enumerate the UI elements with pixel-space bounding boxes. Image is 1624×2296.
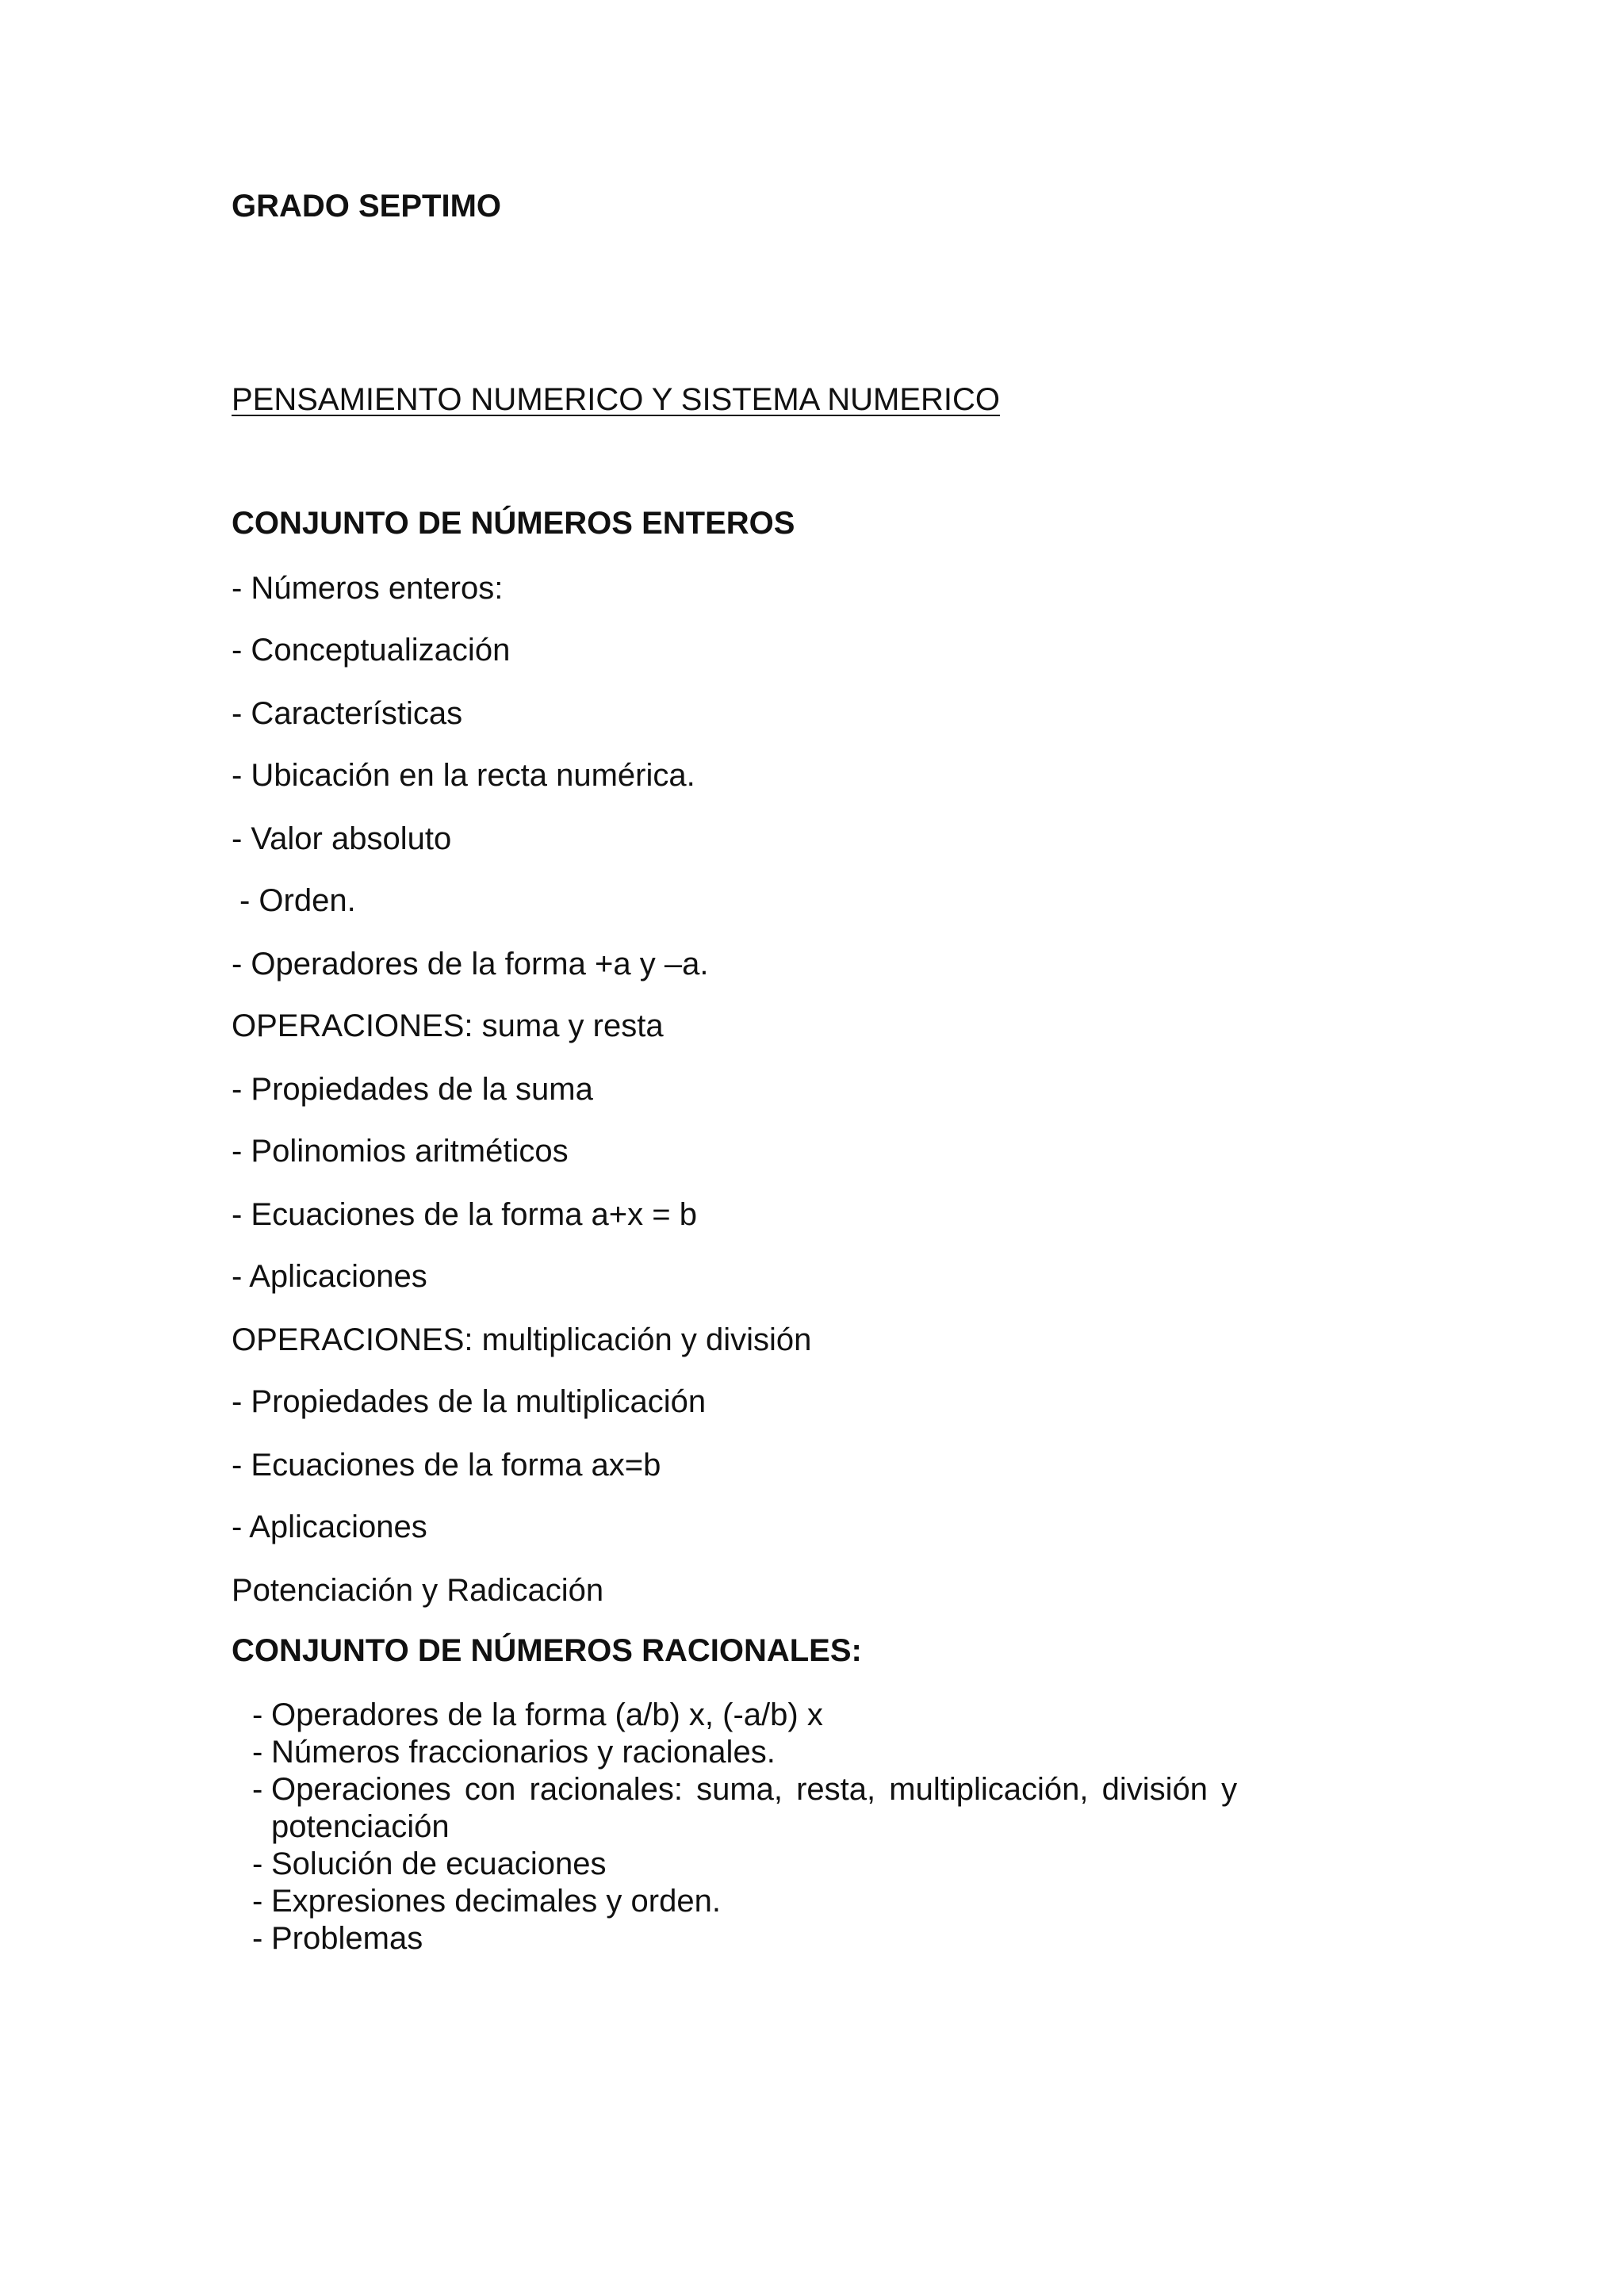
enteros-item: - Orden. <box>239 883 356 918</box>
enteros-item: - Valor absoluto <box>232 821 452 856</box>
enteros-item: - Aplicaciones <box>232 1510 427 1544</box>
racionales-heading: CONJUNTO DE NÚMEROS RACIONALES: <box>232 1633 862 1668</box>
potenciacion-radicacion: Potenciación y Radicación <box>232 1573 604 1608</box>
list-item <box>252 1697 1381 1734</box>
enteros-item: - Polinomios aritméticos <box>232 1134 569 1169</box>
section-title: PENSAMIENTO NUMERICO Y SISTEMA NUMERICO <box>232 382 1001 417</box>
enteros-item: - Propiedades de la multiplicación <box>232 1384 707 1419</box>
racionales-list <box>252 1697 1381 1957</box>
grade-title: GRADO SEPTIMO <box>232 189 502 224</box>
list-item <box>252 1771 1381 1846</box>
bullet-dash: - <box>252 1772 263 1807</box>
enteros-item: - Características <box>232 696 463 731</box>
bullet-dash: - <box>252 1921 263 1956</box>
list-item <box>252 1846 1381 1883</box>
bullet-dash: - <box>252 1735 263 1770</box>
enteros-item: - Propiedades de la suma <box>232 1072 593 1107</box>
operaciones-suma-resta: OPERACIONES: suma y resta <box>232 1008 664 1043</box>
list-item <box>252 1920 1381 1957</box>
list-item <box>252 1734 1381 1771</box>
enteros-item: - Aplicaciones <box>232 1259 427 1294</box>
list-item-text: Solución de ecuaciones <box>271 1846 607 1881</box>
list-item-text: Expresiones decimales y orden. <box>271 1884 721 1919</box>
operaciones-mult-div: OPERACIONES: multiplicación y división <box>232 1322 812 1357</box>
list-item-text: Operaciones con racionales: suma, resta, multiplicación, división y potenciación <box>271 1772 1238 1844</box>
bullet-dash: - <box>252 1697 263 1732</box>
enteros-item: - Ecuaciones de la forma a+x = b <box>232 1197 697 1232</box>
bullet-dash: - <box>252 1846 263 1881</box>
list-item <box>252 1883 1381 1920</box>
enteros-item: - Ecuaciones de la forma ax=b <box>232 1448 661 1483</box>
enteros-item: - Ubicación en la recta numérica. <box>232 758 695 793</box>
list-item-text: Números fraccionarios y racionales. <box>271 1735 776 1770</box>
list-item-text: Operadores de la forma (a/b) x, (-a/b) x <box>271 1697 823 1732</box>
enteros-item: - Números enteros: <box>232 571 504 606</box>
bullet-dash: - <box>252 1884 263 1919</box>
list-item-text: Problemas <box>271 1921 423 1956</box>
enteros-item: - Conceptualización <box>232 633 511 668</box>
enteros-item: - Operadores de la forma +a y –a. <box>232 947 709 982</box>
enteros-heading: CONJUNTO DE NÚMEROS ENTEROS <box>232 506 795 541</box>
